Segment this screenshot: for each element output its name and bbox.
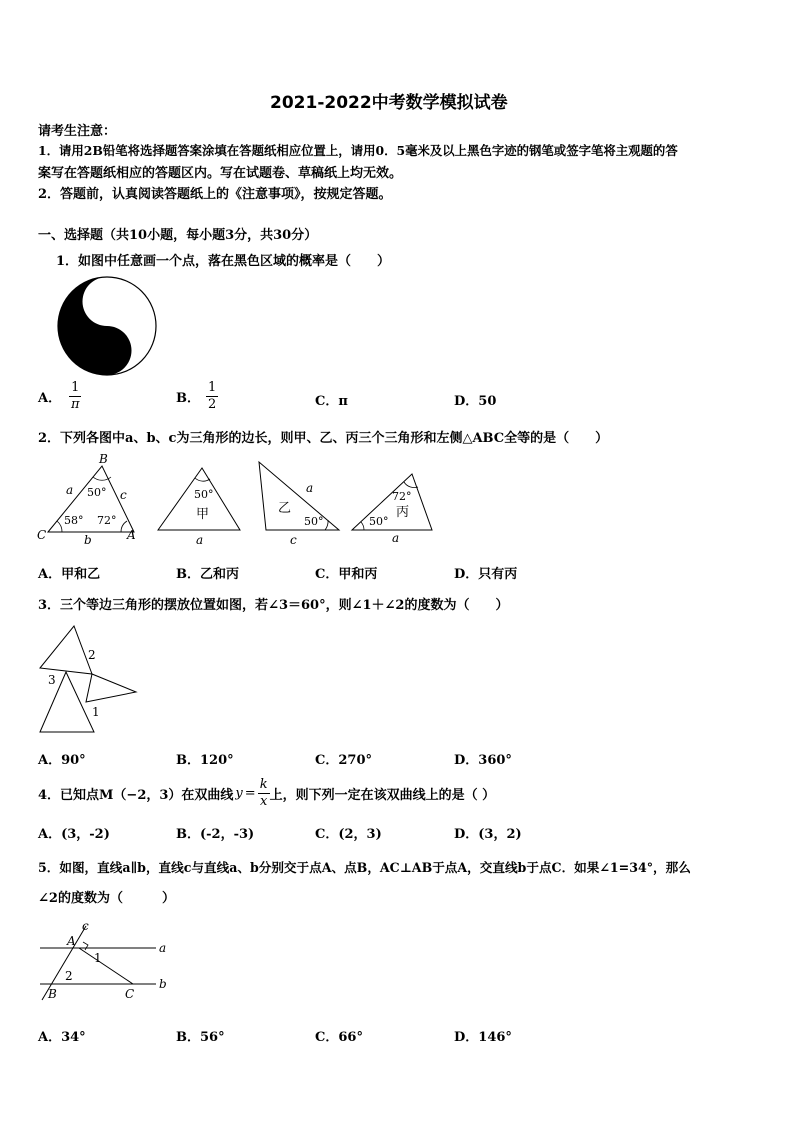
q3-option-a[interactable]: A．90° xyxy=(38,753,86,768)
q2-option-c[interactable]: C．甲和丙 xyxy=(315,567,378,582)
yin-yang-icon xyxy=(54,275,160,377)
q3-option-c[interactable]: C．270° xyxy=(315,753,372,768)
point-C: C xyxy=(125,987,135,1001)
line-a: a xyxy=(159,941,167,955)
bing-angle-50: 50° xyxy=(369,515,389,528)
q1-option-b[interactable]: B． $\frac{1}{2}$ xyxy=(176,380,217,412)
point-A: A xyxy=(67,934,76,948)
angle-1: 1 xyxy=(92,705,100,719)
q3-option-b[interactable]: B．120° xyxy=(176,753,234,768)
q1-stem: 1．如图中任意画一个点，落在黑色区域的概率是（ ） xyxy=(56,254,391,269)
label-bing: 丙 xyxy=(396,505,410,520)
angle-72: 72° xyxy=(97,514,117,527)
angle-50: 50° xyxy=(87,486,107,499)
q3-stem: 3．三个等边三角形的摆放位置如图，若∠3＝60°，则∠1＋∠2的度数为（ ） xyxy=(38,598,509,613)
q5-option-b[interactable]: B．56° xyxy=(176,1030,225,1045)
side-b: b xyxy=(84,533,92,547)
yi-angle-50: 50° xyxy=(304,515,324,528)
q2-option-b[interactable]: B．乙和丙 xyxy=(176,567,239,582)
q3-option-d[interactable]: D．360° xyxy=(454,753,512,768)
q5-option-c[interactable]: C．66° xyxy=(315,1030,363,1045)
q2-figure xyxy=(34,450,444,550)
label-B: B xyxy=(99,452,108,466)
yi-side-c: c xyxy=(290,533,297,547)
q2-stem: 2．下列各图中a、b、c为三角形的边长，则甲、乙、丙三个三角形和左侧△ABC全等的是（ ） xyxy=(38,431,609,446)
notice-line-3: 2．答题前，认真阅读答题纸上的《注意事项》，按规定答题。 xyxy=(38,187,392,202)
label-C: C xyxy=(37,528,47,542)
notice-line-2: 案写在答题纸相应的答题区内。写在试题卷、草稿纸上均无效。 xyxy=(38,166,403,181)
angle-2: 2 xyxy=(88,648,96,662)
q5-stem-2: ∠2的度数为（ ） xyxy=(38,891,175,906)
label-jia: 甲 xyxy=(196,507,210,522)
q4-option-a[interactable]: A．(3，-2) xyxy=(38,827,110,842)
notice-heading: 请考生注意： xyxy=(38,124,117,139)
q2-option-d[interactable]: D．只有丙 xyxy=(454,567,518,582)
q1-option-c[interactable]: C．π xyxy=(315,394,348,409)
q5-figure xyxy=(36,918,176,1004)
q3-figure xyxy=(36,622,142,736)
jia-angle-50: 50° xyxy=(194,488,214,501)
q1-option-a[interactable]: A． $\frac{1}{\pi}$ xyxy=(38,380,80,412)
q4-option-d[interactable]: D．(3，2) xyxy=(454,827,522,842)
bing-side-a: a xyxy=(392,531,400,545)
page-title: 2021-2022中考数学模拟试卷 xyxy=(270,93,508,113)
label-yi: 乙 xyxy=(278,501,292,516)
q1-option-d[interactable]: D．50 xyxy=(454,394,497,409)
label-A: A xyxy=(127,528,136,542)
q5-option-a[interactable]: A．34° xyxy=(38,1030,86,1045)
angle-58: 58° xyxy=(64,514,84,527)
line-b: b xyxy=(159,977,167,991)
angle-3: 3 xyxy=(48,673,56,687)
angle-2: 2 xyxy=(65,969,73,983)
q5-stem-1: 5．如图，直线a∥b，直线c与直线a、b分别交于点A、点B，AC⊥AB于点A，交直线b于点C．如果∠1=34°，那么 xyxy=(38,860,691,875)
q4-option-c[interactable]: C．(2，3) xyxy=(315,827,382,842)
angle-1: 1 xyxy=(94,951,102,965)
bing-angle-72: 72° xyxy=(392,490,412,503)
notice-line-1: 1．请用2B铅笔将选择题答案涂填在答题纸相应位置上，请用0．5毫米及以上黑色字迹的钢笔或签字笔将主观题的答 xyxy=(38,143,678,158)
line-c: c xyxy=(82,919,89,933)
q2-option-a[interactable]: A．甲和乙 xyxy=(38,567,101,582)
side-c: c xyxy=(120,488,127,502)
q4-option-b[interactable]: B．(-2，-3) xyxy=(176,827,255,842)
jia-side-a: a xyxy=(196,533,204,547)
side-a: a xyxy=(66,483,74,497)
section-heading: 一、选择题（共10小题，每小题3分，共30分） xyxy=(38,228,318,243)
q5-option-d[interactable]: D．146° xyxy=(454,1030,512,1045)
yi-side-a: a xyxy=(306,481,314,495)
q4-stem: 4．已知点M（−2，3）在双曲线 y = $\frac{k}{x}$ 上，则下列一定在该双曲线上的是（ ） xyxy=(38,777,496,809)
point-B: B xyxy=(48,987,57,1001)
